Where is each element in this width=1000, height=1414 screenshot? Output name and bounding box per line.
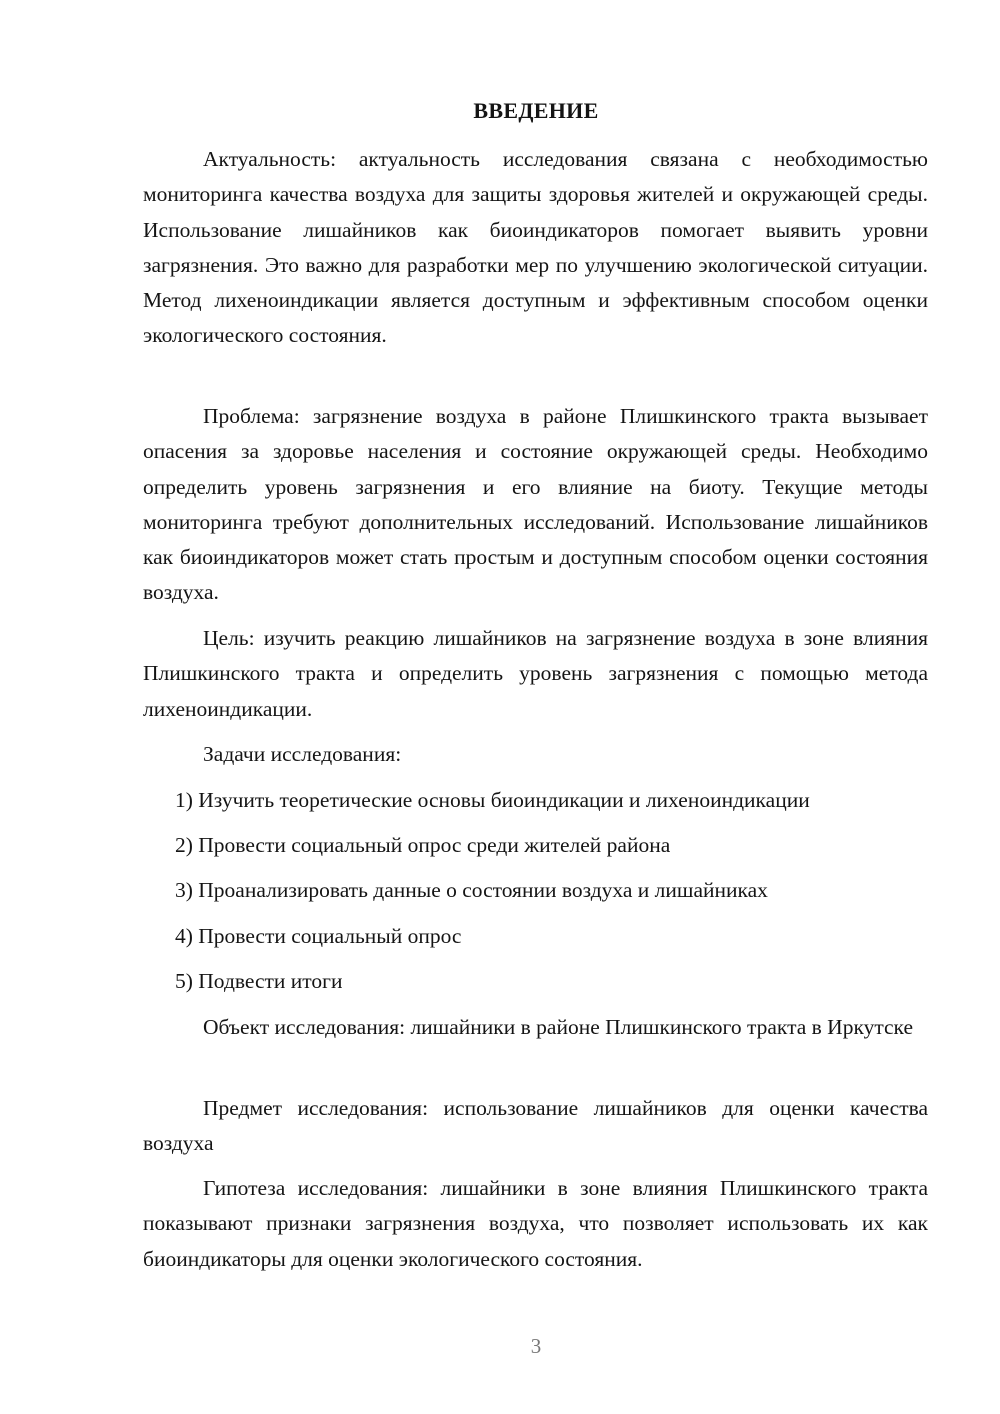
page-number: 3 — [530, 1334, 542, 1358]
task-item-1: 1) Изучить теоретические основы биоиндикации и лихеноиндикации — [175, 788, 810, 812]
problem-paragraph: Проблема: загрязнение воздуха в районе Плишкинского тракта вызывает опасения за здоровье населения и состояние окружающей среды. Необходимо определить уровень загрязнения и его влияние на биоту. Текущие методы мониторинга требуют дополнительных исследований. Использование лишайников как биоиндикаторов может стать простым и доступным способом оценки состояния воздуха. — [143, 404, 928, 605]
section-title: ВВЕДЕНИЕ — [473, 98, 599, 123]
hypothesis-paragraph: Гипотеза исследования: лишайники в зоне влияния Плишкинского тракта показывают признаки загрязнения воздуха, что позволяет использовать их как биоиндикаторы для оценки экологического состояния. — [143, 1176, 928, 1271]
task-item-5: 5) Подвести итоги — [175, 969, 343, 993]
tasks-heading: Задачи исследования: — [203, 742, 402, 766]
relevance-paragraph: Актуальность: актуальность исследования связана с необходимостью мониторинга качества воздуха для защиты здоровья жителей и окружающей среды. Использование лишайников как биоиндикаторов помогает выявить уровни загрязнения. Это важно для разработки мер по улучшению экологической ситуации. Метод лихеноиндикации является доступным и эффективным способом оценки экологического состояния. — [143, 147, 928, 348]
task-item-2: 2) Провести социальный опрос среди жителей района — [175, 833, 671, 857]
object-paragraph: Объект исследования: лишайники в районе Плишкинского тракта в Иркутске — [203, 1015, 913, 1039]
subject-paragraph: Предмет исследования: использование лишайников для оценки качества воздуха — [143, 1096, 928, 1156]
task-item-3: 3) Проанализировать данные о состоянии воздуха и лишайниках — [175, 878, 768, 902]
task-item-4: 4) Провести социальный опрос — [175, 924, 462, 948]
goal-paragraph: Цель: изучить реакцию лишайников на загрязнение воздуха в зоне влияния Плишкинского тракта и определить уровень загрязнения с помощью метода лихеноиндикации. — [143, 626, 928, 721]
